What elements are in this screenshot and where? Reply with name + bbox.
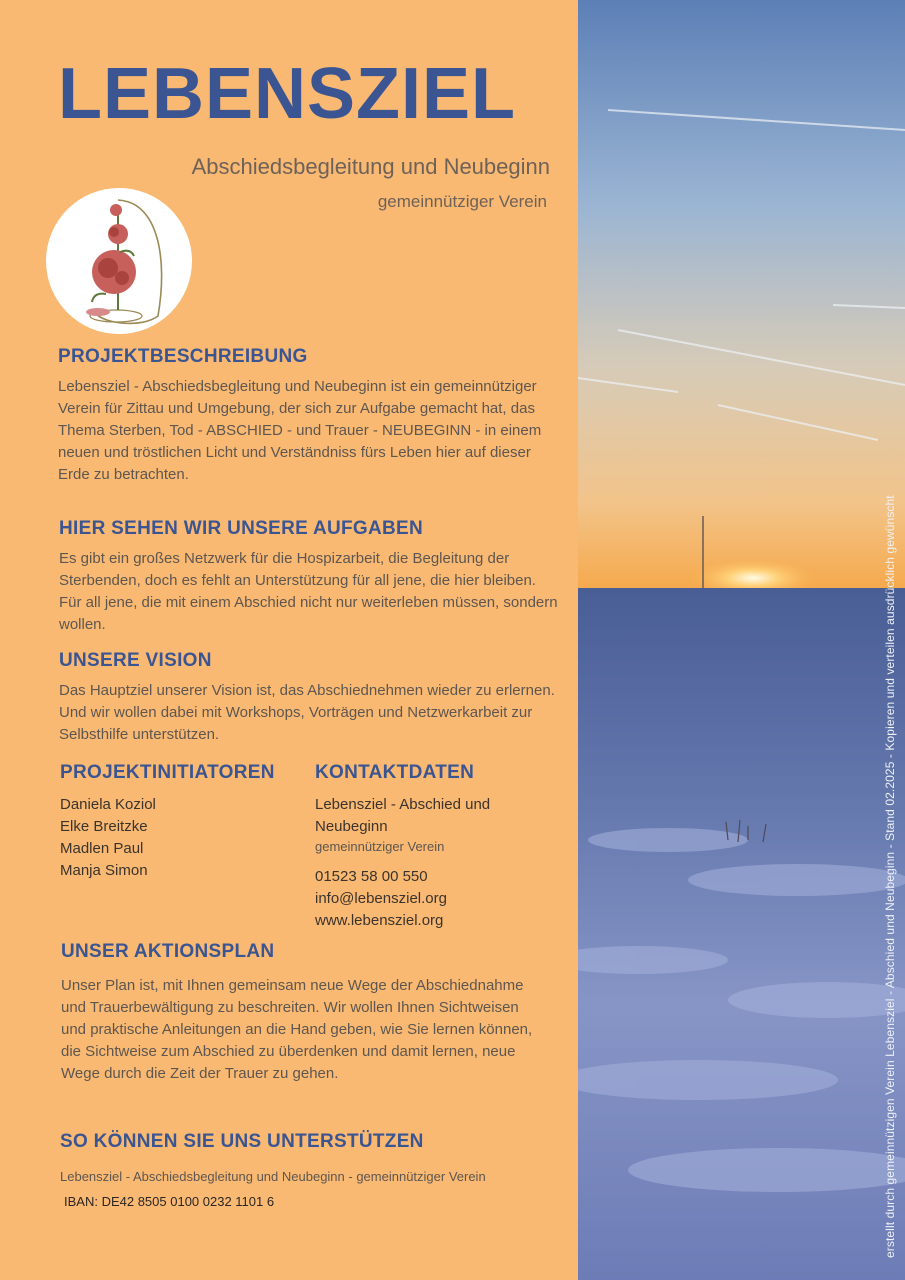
initiator-name: Manja Simon <box>60 862 148 879</box>
heading-projektbeschreibung: PROJEKTBESCHREIBUNG <box>58 346 308 367</box>
heading-aufgaben: HIER SEHEN WIR UNSERE AUFGABEN <box>59 518 424 539</box>
heading-kontakt: KONTAKTDATEN <box>315 762 475 783</box>
heading-initiatoren: PROJEKTINITIATOREN <box>60 762 275 783</box>
initiator-name: Madlen Paul <box>60 840 144 857</box>
text-aufgaben: Es gibt ein großes Netzwerk für die Hospizarbeit, die Begleitung der Sterbenden, doch es fehlt an Unterstützung für all jene, die hier bleiben. Für all jene, die mit einem Abschied nicht nur weiterleben müssen, sondern wollen. <box>59 550 558 633</box>
bank-recipient: Lebensziel - Abschiedsbegleitung und Neubeginn - gemeinnütziger Verein <box>60 1169 486 1184</box>
bank-iban: IBAN: DE42 8505 0100 0232 1101 6 <box>64 1194 275 1209</box>
text-projektbeschreibung: Lebensziel - Abschiedsbegleitung und Neubeginn ist ein gemeinnütziger Verein für Zittau und Umgebung, der sich zur Aufgabe gemacht hat, das Thema Sterben, Tod - ABSCHIED - und Trauer - NEUBEGINN - in einem neuen und tröstlichen Licht und Verständniss fürs Leben hier auf dieser Erde zu betrachten. <box>58 378 542 483</box>
heading-vision: UNSERE VISION <box>59 650 212 671</box>
kontakt-block <box>315 794 535 932</box>
page-title: LEBENSZIEL <box>58 54 517 134</box>
rose-logo-icon <box>46 188 192 334</box>
kontakt-email[interactable]: info@lebensziel.org <box>315 890 447 907</box>
kontakt-phone[interactable]: 01523 58 00 550 <box>315 868 428 885</box>
vertical-side-note: erstellt durch gemeinnützigen Verein Lebensziel - Abschied und Neubeginn - Stand 02.2025 - Kopieren und verteilen ausdrücklich gewünscht <box>883 495 897 1258</box>
text-aktionsplan: Unser Plan ist, mit Ihnen gemeinsam neue Wege der Abschiednahme und Trauerbewältigung zu beschreiten. Wir wollen Ihnen Sichtweisen und praktische Anleitungen an die Hand geben, wie Sie lernen können, die Sichtweise zum Abschied zu überdenken und damit lernen, neue Wege durch die Zeit der Trauer zu gehen. <box>61 977 533 1082</box>
kontakt-web[interactable]: www.lebensziel.org <box>315 912 444 929</box>
initiatoren-list <box>60 794 156 882</box>
heading-aktionsplan: UNSER AKTIONSPLAN <box>61 941 275 962</box>
initiator-name: Elke Breitzke <box>60 818 148 835</box>
initiator-name: Daniela Koziol <box>60 796 156 813</box>
text-vision: Das Hauptziel unserer Vision ist, das Abschiednehmen wieder zu erlernen. Und wir wollen dabei mit Workshops, Vorträgen und Netzwerkarbeit zur Selbsthilfe unterstützen. <box>59 682 555 743</box>
page-tagline: gemeinnütziger Verein <box>377 192 547 211</box>
kontakt-type: gemeinnütziger Verein <box>315 839 445 854</box>
kontakt-name: Lebensziel - Abschied und Neubeginn <box>315 796 491 835</box>
page-subtitle: Abschiedsbegleitung und Neubeginn <box>191 154 550 179</box>
heading-unterstuetzen: SO KÖNNEN SIE UNS UNTERSTÜTZEN <box>60 1131 424 1152</box>
winter-sunset-photo <box>578 0 905 1280</box>
